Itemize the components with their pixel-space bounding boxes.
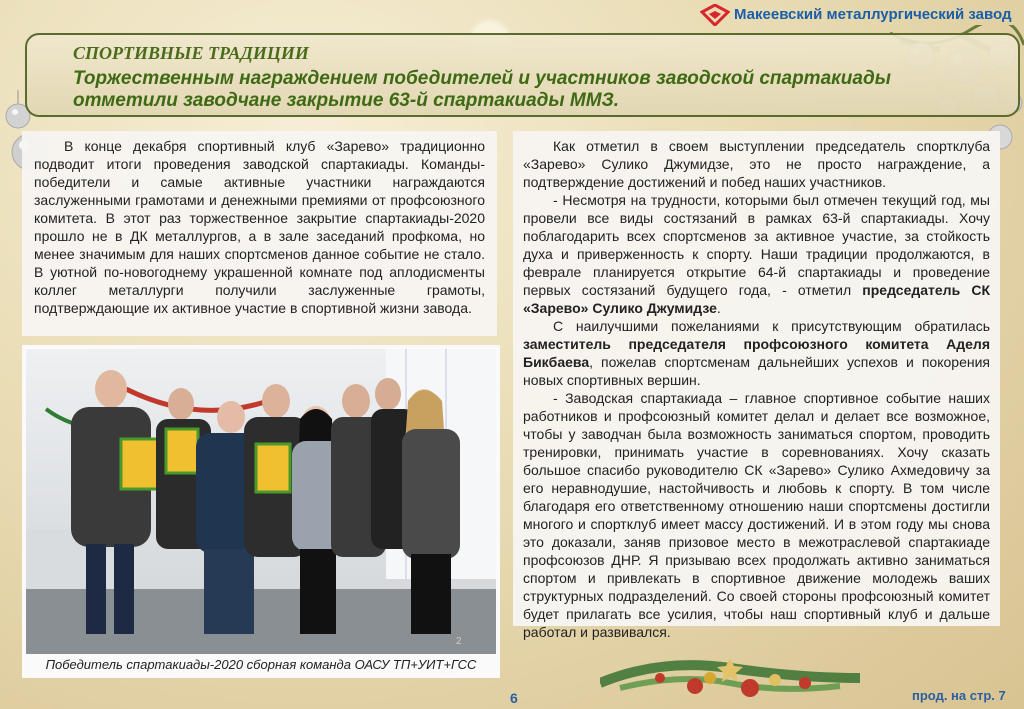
article-column-left: [22, 131, 497, 336]
article-headline: Торжественным награждением победителей и участников заводской спартакиады отметили заводчане закрытие 63-й спартакиады ММЗ.: [73, 68, 891, 111]
garland-decoration: [600, 628, 860, 709]
team-photo: [22, 345, 500, 678]
company-logo-icon: [700, 4, 730, 26]
punctuation: .: [716, 300, 721, 316]
intro-paragraph: В конце декабря спортивный клуб «Зарево» традиционно подводит итоги проведения заводской спартакиады. Команды-победители и самые активные участники награждаются заслуженными грамотами и денежными премиями от профсоюзного комитета. В этот раз торжественное закрытие спартакиады-2020 прошло не в ДК металлургов, а в зале заседаний профкома, но менее значимым для наших спортсменов данное событие не стало. В уютной по-новогоднему украшенной комнате под аплодисменты коллег металлурги получили заслуженные грамоты, подтверждающие их активное участие в спортивной жизни завода.: [34, 138, 485, 316]
photo-caption: Победитель спартакиады-2020 сборная команда ОАСУ ТП+УИТ+ГСС: [45, 657, 477, 672]
company-name: Макеевский металлургический завод: [734, 6, 1012, 23]
quote-text: - Несмотря на трудности, которыми был отмечен текущий год, мы провели все виды состязаний в рамках 63-й спартакиады. Хочу поблагодарить всех спортсменов за активное участие, за стойкость духа и приверженность к спорту. Наши традиции продолжаются, в феврале планируется открытие 64-й спартакиады и проведение первых состязаний будущего года, - отметил: [523, 192, 990, 298]
rubric-title: СПОРТИВНЫЕ ТРАДИЦИИ: [73, 43, 309, 63]
speaker-name: заместитель председателя профсоюзного комитета Аделя Бикбаева: [523, 336, 990, 370]
paragraph-text: , пожелав спортсменам дальнейших успехов и покорения новых спортивных вершин.: [523, 354, 990, 388]
article-column-right: [513, 131, 1000, 640]
article-header: [25, 33, 1020, 117]
svg-text:2: 2: [456, 636, 462, 647]
paragraph: [523, 191, 990, 317]
top-bar: [0, 0, 1024, 30]
paragraph: Как отметил в своем выступлении председатель спортклуба «Зарево» Сулико Джумидзе, это не просто награждение, а подтверждение достижений и побед наших участников.: [523, 138, 990, 190]
paragraph: - Заводская спартакиада – главное спортивное событие наших работников и профсоюзный комитет делал и делает все возможное, чтобы у заводчан была возможность заниматься спортом, проводить тренировки, принимать участие в соревнованиях. Хочу сказать большое спасибо руководителю СК «Зарево» Сулико Ахмедовичу за его неравнодушие, настойчивость и любовь к спорту. В том числе благодаря его ответственному отношению наши спортсмены достигли многого и спортклуб имеет массу достижений. И в этом году мы снова это доказали, заняв призовое место в межотраслевой спартакиаде профсоюзов ДНР. Я призываю всех продолжать активно заниматься спортом и привлекать в спортивное движение молодежь ваших структурных подразделений. Со своей стороны профсоюзный комитет будет прилагать все усилия, чтобы наш спортивный клуб и дальше работал и развивался.: [523, 390, 990, 640]
continued-note: прод. на стр. 7: [912, 688, 1006, 703]
paragraph-text: С наилучшими пожеланиями к присутствующим обратилась: [553, 318, 990, 334]
page-number: 6: [510, 690, 518, 706]
speaker-name: председатель СК «Зарево» Сулико Джумидзе: [523, 282, 990, 316]
paragraph: [523, 317, 990, 389]
team-photo-image: [26, 349, 496, 654]
